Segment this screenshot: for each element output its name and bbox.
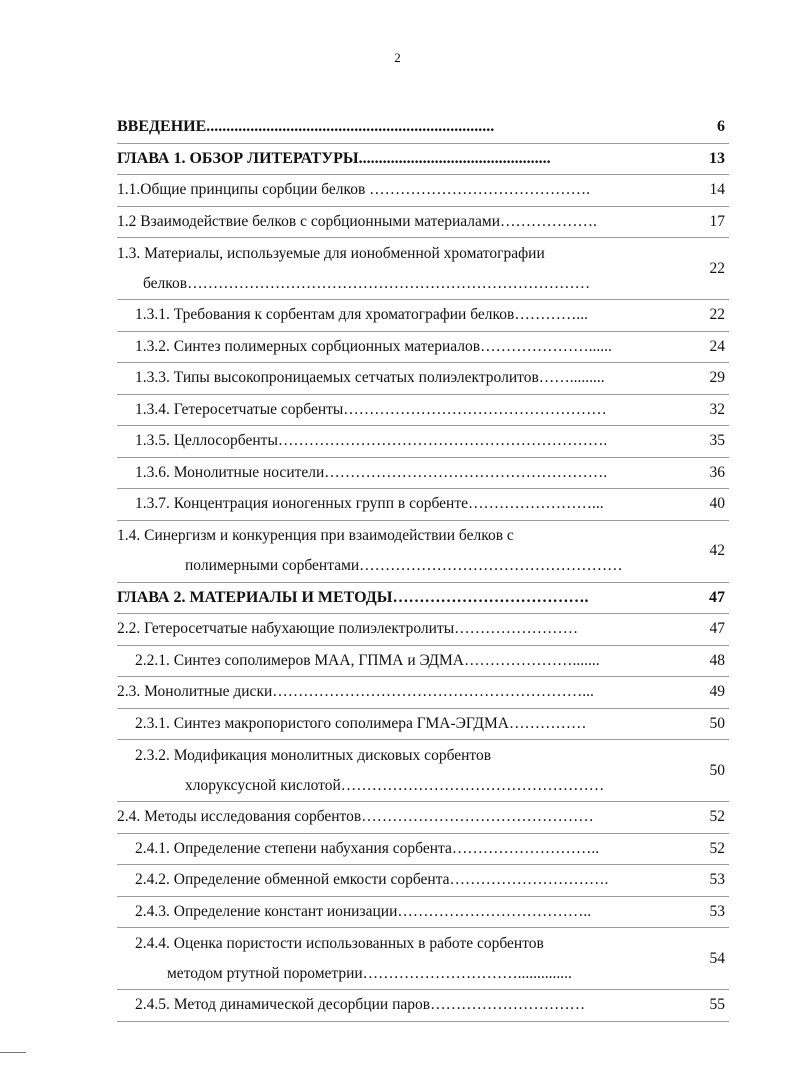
- toc-entry: [117, 645, 729, 677]
- toc-entry-title: [117, 802, 687, 834]
- toc-entry-title: [117, 677, 687, 709]
- toc-entry: [117, 489, 729, 521]
- toc-entry: [117, 457, 729, 489]
- toc-entry-text: 1.3.1. Требования к сорбентам для хроматографии белков…………...: [135, 306, 588, 324]
- toc-entry: [117, 865, 729, 897]
- toc-entry-page: 13: [687, 143, 729, 175]
- toc-entry-page: 17: [687, 206, 729, 238]
- toc-entry: [117, 990, 729, 1022]
- toc-entry-title: [117, 300, 687, 332]
- toc-entry: [117, 363, 729, 395]
- toc-entry-title: [117, 238, 687, 300]
- page-number: 2: [394, 50, 401, 65]
- toc-entry-page: 22: [687, 238, 729, 300]
- toc-entry-title: [117, 457, 687, 489]
- toc-entry-text: ГЛАВА 1. ОБЗОР ЛИТЕРАТУРЫ................................................: [117, 149, 551, 167]
- toc-entry-text: 1.3.3. Типы высокопроницаемых сетчатых полиэлектролитов…….........: [135, 369, 605, 387]
- toc-entry-title: [117, 708, 687, 740]
- toc-entry-title: [117, 206, 687, 238]
- toc-entry-title: [117, 489, 687, 521]
- toc-entry-text: 1.3.5. Целлосорбенты……………………………………………………….: [135, 432, 608, 450]
- toc-entry-title: [117, 614, 687, 646]
- toc-entry-page: 50: [687, 708, 729, 740]
- toc-entry-page: 48: [687, 645, 729, 677]
- toc-entry-page: 40: [687, 489, 729, 521]
- toc-entry-page: 42: [687, 520, 729, 582]
- toc-entry-text: 1.1.Общие принципы сорбции белков …………………………………….: [117, 181, 591, 199]
- toc-entry: [117, 582, 729, 614]
- toc-entry: [117, 677, 729, 709]
- toc-entry-page: 47: [687, 582, 729, 614]
- toc-entry-title: [117, 833, 687, 865]
- toc-entry-continuation: хлоруксусной кислотой……………………………………………: [185, 776, 605, 794]
- toc-entry-text: 1.3.6. Монолитные носители……………………………………………….: [135, 463, 608, 481]
- toc-entry: [117, 614, 729, 646]
- toc-entry-title: [117, 990, 687, 1022]
- toc-entry-text: 1.3.4. Гетеросетчатые сорбенты……………………………………………: [135, 400, 607, 418]
- toc-entry-continuation: белков……………………………………………………………………: [143, 274, 591, 292]
- toc-entry-page: 32: [687, 394, 729, 426]
- table-of-contents: [117, 112, 729, 1022]
- toc-entry: [117, 520, 729, 582]
- toc-entry: [117, 112, 729, 143]
- toc-entry-text: 1.3. Материалы, используемые для ионобменной хроматографии: [117, 244, 545, 262]
- toc-entry-page: 47: [687, 614, 729, 646]
- toc-entry-page: 53: [687, 896, 729, 928]
- toc-entry-page: 50: [687, 740, 729, 802]
- toc-entry: [117, 802, 729, 834]
- toc-entry: [117, 928, 729, 990]
- toc-entry-title: [117, 645, 687, 677]
- toc-entry-title: [117, 175, 687, 207]
- toc-entry-text: 1.3.7. Концентрация ионогенных групп в сорбенте……………………...: [135, 495, 604, 513]
- toc-entry-text: ГЛАВА 2. МАТЕРИАЛЫ И МЕТОДЫ……………………………….: [117, 588, 589, 606]
- toc-entry-text: 2.4. Методы исследования сорбентов………………………………………: [117, 808, 594, 826]
- scan-artifact-line: [0, 1052, 26, 1053]
- toc-entry-page: 55: [687, 990, 729, 1022]
- toc-entry-text: 2.3.2. Модификация монолитных дисковых сорбентов: [135, 746, 492, 764]
- toc-entry: [117, 833, 729, 865]
- toc-entry-page: 14: [687, 175, 729, 207]
- toc-entry-page: 54: [687, 928, 729, 990]
- toc-entry-text: 1.4. Синергизм и конкуренция при взаимодействии белков с: [117, 527, 514, 544]
- toc-entry-title: [117, 896, 687, 928]
- toc-entry-text: 2.4.3. Определение констант ионизации………………………………..: [135, 902, 592, 920]
- toc-entry-page: 6: [687, 112, 729, 143]
- toc-entry: [117, 740, 729, 802]
- toc-entry-title: [117, 928, 687, 990]
- toc-entry: [117, 206, 729, 238]
- toc-entry-title: [117, 582, 687, 614]
- toc-entry-page: 29: [687, 363, 729, 395]
- toc-entry-text: 2.4.1. Определение степени набухания сорбента………………………..: [135, 839, 600, 857]
- toc-entry-title: [117, 520, 687, 582]
- toc-entry-page: 35: [687, 426, 729, 458]
- toc-entry-title: [117, 426, 687, 458]
- toc-entry: [117, 238, 729, 300]
- toc-entry-page: 49: [687, 677, 729, 709]
- toc-entry-title: [117, 740, 687, 802]
- toc-entry-title: [117, 112, 687, 143]
- toc-entry-text: 2.2.1. Синтез сополимеров МАА, ГПМА и ЭДМА………………….......: [135, 651, 600, 669]
- toc-entry-page: 52: [687, 833, 729, 865]
- toc-entry-text: 2.4.4. Оценка пористости использованных в работе сорбентов: [135, 934, 544, 952]
- toc-entry-title: [117, 143, 687, 175]
- toc-entry-title: [117, 394, 687, 426]
- toc-entry-page: 24: [687, 331, 729, 363]
- toc-entry-continuation: методом ртутной порометрии…………………………..............: [167, 964, 572, 982]
- toc-entry: [117, 896, 729, 928]
- toc-entry-continuation: полимерными сорбентами……………………………………………: [185, 557, 623, 574]
- toc-entry: [117, 394, 729, 426]
- toc-entry-page: 36: [687, 457, 729, 489]
- toc-entry: [117, 708, 729, 740]
- toc-entry: [117, 426, 729, 458]
- toc-entry-title: [117, 331, 687, 363]
- toc-entry-text: 1.2 Взаимодействие белков с сорбционными материалами……………….: [117, 212, 597, 230]
- toc-entry-text: 2.4.2. Определение обменной емкости сорбента………………………….: [135, 871, 609, 889]
- toc-entry-text: 2.3.1. Синтез макропористого сополимера ГМА-ЭГДМА……………: [135, 714, 587, 732]
- toc-entry: [117, 331, 729, 363]
- toc-entry: [117, 143, 729, 175]
- toc-entry: [117, 300, 729, 332]
- toc-entry-text: 2.3. Монолитные диски……………………………………………………...: [117, 683, 594, 701]
- toc-entry-text: 2.2. Гетеросетчатые набухающие полиэлектролиты……………………: [117, 620, 579, 638]
- toc-entry-title: [117, 865, 687, 897]
- toc-entry: [117, 175, 729, 207]
- toc-entry-text: ВВЕДЕНИЕ........................................................................: [117, 118, 495, 136]
- toc-entry-page: 53: [687, 865, 729, 897]
- toc-entry-page: 52: [687, 802, 729, 834]
- toc-entry-title: [117, 363, 687, 395]
- toc-entry-text: 1.3.2. Синтез полимерных сорбционных материалов…………………......: [135, 337, 612, 355]
- toc-entry-text: 2.4.5. Метод динамической десорбции паров…………………………: [135, 996, 586, 1014]
- toc-entry-page: 22: [687, 300, 729, 332]
